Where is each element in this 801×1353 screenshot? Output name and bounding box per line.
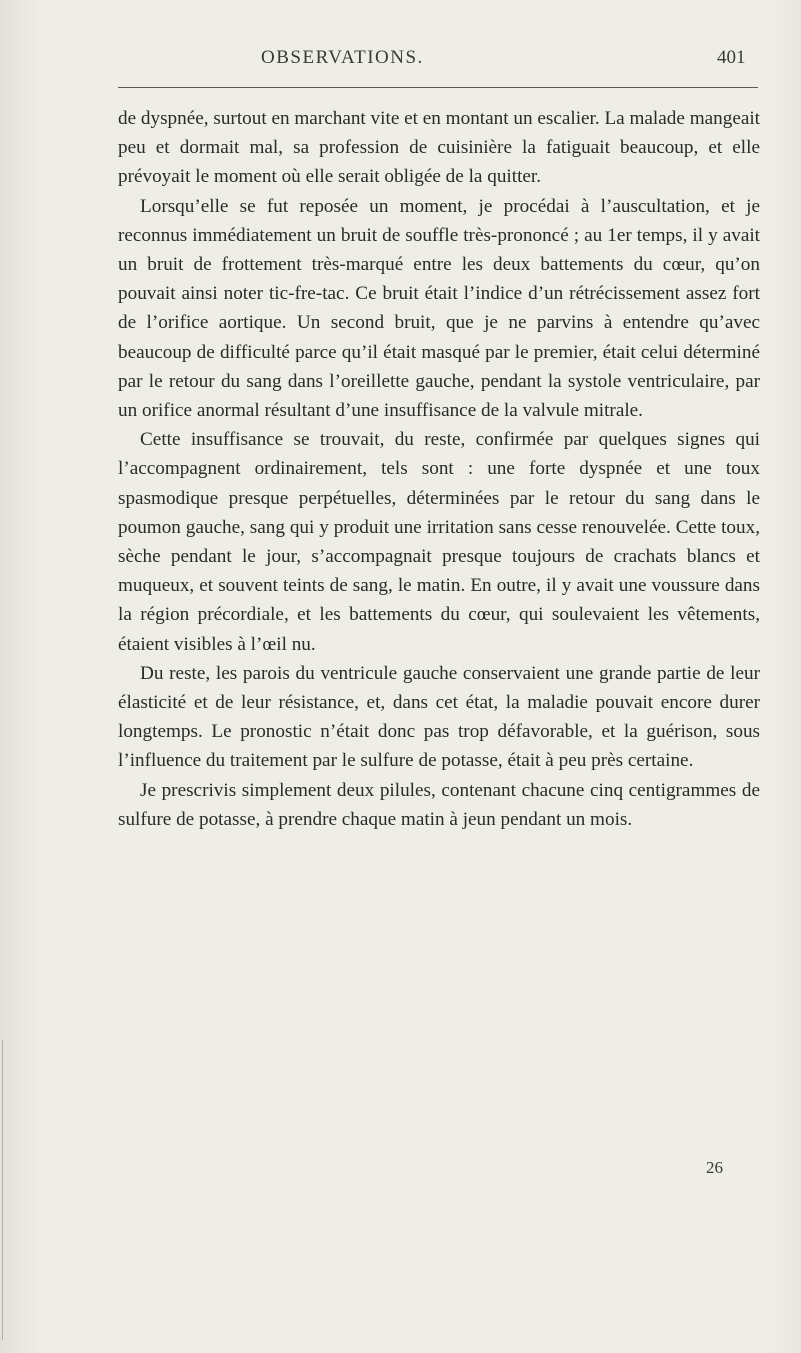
paragraph-1: de dyspnée, surtout en marchant vite et en montant un escalier. La malade mangeait peu et dormait mal, sa profession de cuisinière la fatiguait beaucoup, et elle prévoyait le moment où elle serait obligée de la quitter. xyxy=(118,108,761,188)
paragraph-4: Du reste, les parois du ventricule gauche conservaient une grande partie de leur élasticité et de leur résistance, et, dans cet état, la maladie pouvait encore durer longtemps. Le pronostic n’était donc pas trop défavorable, et la guérison, sous l’influence du traitement par le sulfure de potasse, était à peu près certaine. xyxy=(118,662,760,772)
page-number: 401 xyxy=(717,47,746,68)
running-title: OBSERVATIONS. xyxy=(261,47,424,68)
paragraph-5: Je prescrivis simplement deux pilules, contenant chacune cinq centigrammes de sulfure de potasse, à prendre chaque matin à jeun pendant un mois. xyxy=(118,779,760,830)
header-rule xyxy=(118,87,758,88)
page-header xyxy=(0,47,801,77)
margin-shadow xyxy=(2,1040,3,1340)
body-text xyxy=(118,104,760,834)
paragraph-3: Cette insuffisance se trouvait, du reste, confirmée par quelques signes qui l’accompagnent ordinairement, tels sont : une forte dyspnée et une toux spasmodique presque perpétuelles, déterminées par le retour du sang dans le poumon gauche, sang qui y produit une irritation sans cesse renouvelée. Cette toux, sèche pendant le jour, s’accompagnait presque toujours de crachats blancs et muqueux, et souvent teints de sang, le matin. En outre, il y avait une voussure dans la région précordiale, et les battements du cœur, qui soulevaient les vêtements, étaient visibles à l’œil nu. xyxy=(118,429,760,655)
paragraph-2: Lorsqu’elle se fut reposée un moment, je procédai à l’auscultation, et je reconnus immédiatement un bruit de souffle très-prononcé ; au 1er temps, il y avait un bruit de frottement très-marqué entre les deux battements du cœur, qu’on pouvait ainsi noter tic-fre-tac. Ce bruit était l’indice d’un rétrécissement assez fort de l’orifice aortique. Un second bruit, que je ne parvins à entendre qu’avec beaucoup de difficulté parce qu’il était masqué par le premier, était celui déterminé par le retour du sang dans l’oreillette gauche, pendant la systole ventriculaire, par un orifice anormal résultant d’une insuffisance de la valvule mitrale. xyxy=(118,195,760,422)
signature-mark: 26 xyxy=(706,1158,723,1177)
